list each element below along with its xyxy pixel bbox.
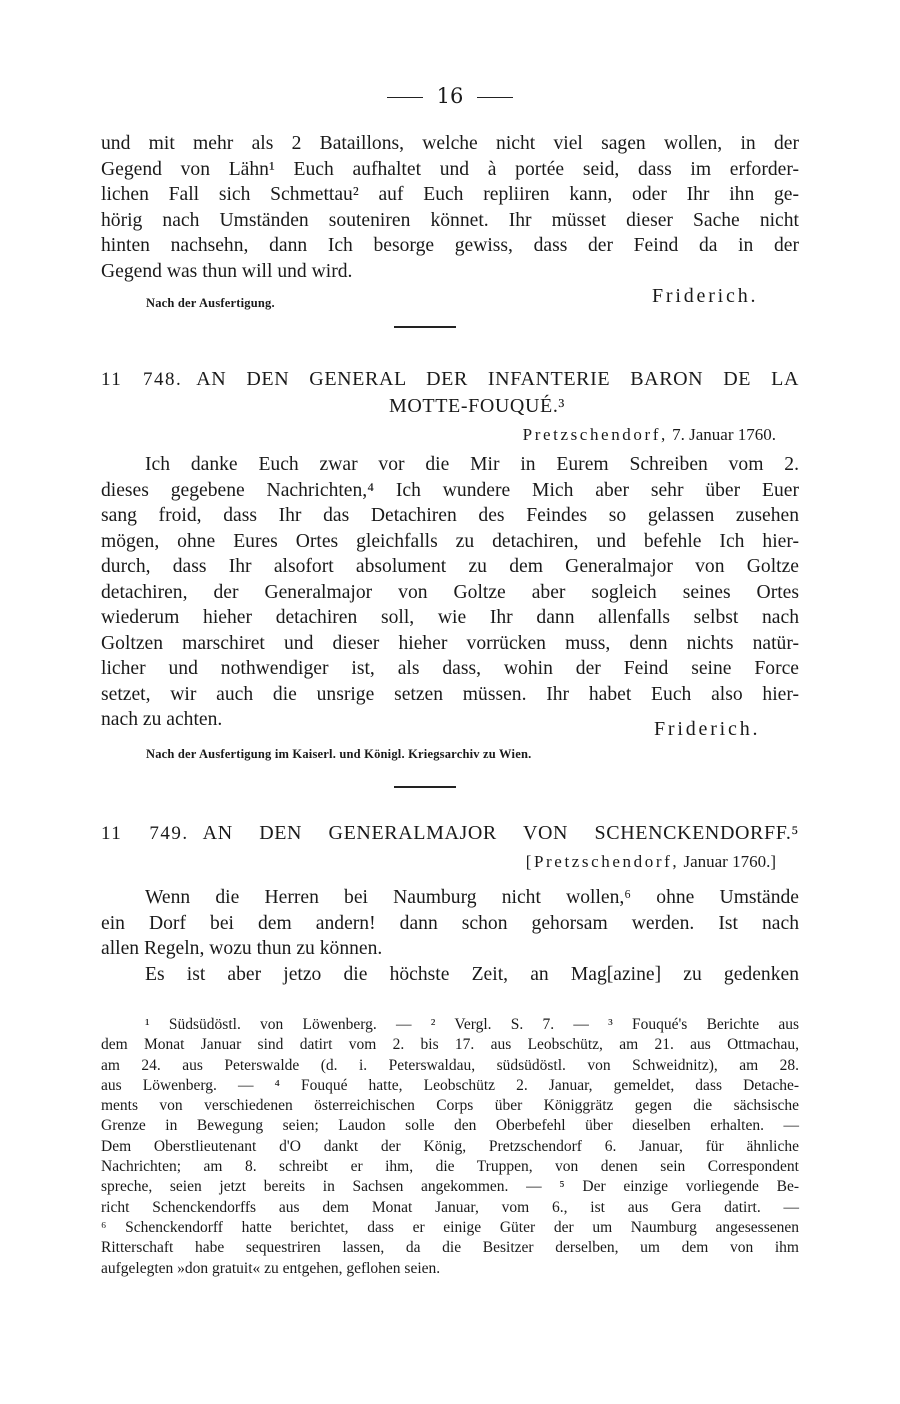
heading-line [101,366,799,393]
text-line: mögen, ohne Eures Ortes gleichfalls zu detachiren, und befehle Ich hier- [101,530,799,552]
dateline-date: 7. Januar 1760. [672,425,776,444]
letter-title: AN DEN GENERALMAJOR VON SCHENCKENDORFF.⁵ [202,822,799,844]
footnote-line: Grenze in Bewegung seien; Laudon solle den Oberbefehl über dieselben erhalten. — [101,1117,799,1135]
dateline-place: [Pretzschendorf, [525,852,680,871]
text-line: durch, dass Ihr alsofort absolument zu dem Generalmajor von Goltze [101,556,799,577]
letter-heading [101,366,799,419]
footnote-line: richt Schenckendorffs aus dem Monat Januar, vom 6., ist aus Gera datirt. — [101,1198,799,1216]
signature: Friderich. [652,285,759,307]
text-line: dieses gegebene Nachrichten,⁴ Ich wundere Mich aber sehr über Euer [101,479,799,501]
footnote-line: dem Monat Januar sind datirt vom 2. bis 17. aus Leobschütz, am 21. aus Ottmachau, [101,1036,799,1054]
footnote-line: aus Löwenberg. — ⁴ Fouqué hatte, Leobschütz 2. Januar, gemeldet, dass Detache- [101,1076,799,1094]
page-number-dash-right [477,97,513,98]
text-line: Gegend was thun will und wird. [101,260,353,282]
footnote-line: ments von verschiedenen österreichischen Corps über Königgrätz gegen die sächsische [101,1097,799,1115]
letter-body [101,452,799,733]
text-line: ein Dorf bei dem andern! dann schon gehorsam werden. Ist nach [101,912,799,934]
page-number-text: 16 [436,84,464,108]
footnotes [101,1015,799,1279]
text-line: Gegend von Lähn¹ Euch aufhaltet und à portée seid, dass im erforder- [101,158,799,180]
letter-title: AN DEN GENERAL DER INFANTERIE BARON DE LA [196,368,800,390]
dateline-place: Pretzschendorf, [522,425,668,444]
text-line: lichen Fall sich Schmettau² auf Euch repliiren kann, oder Ihr ihn ge- [101,184,799,205]
dateline [523,425,776,445]
letter-heading [101,820,799,847]
text-line: sang froid, dass Ihr das Detachiren des Feindes so gelassen zusehen [101,505,799,526]
text-line: und mit mehr als 2 Bataillons, welche nicht viel sagen wollen, in der [101,133,799,154]
section-divider [394,786,456,788]
page-number-dash-left [387,97,423,98]
text-line: wiederum hieher detachiren soll, wie Ihr dann allenfalls selbst nach [101,607,799,628]
footnote-line: aufgelegten »don gratuit« zu entgehen, geflohen seien. [101,1259,441,1277]
continued-letter-body [101,131,799,284]
footnote-line: Nachrichten; am 8. schreibt er ihm, die Truppen, von denen sein Correspondent [101,1158,799,1176]
heading-line [101,820,799,847]
text-line: nach zu achten. [101,709,223,730]
page-number [0,84,900,108]
text-line: Wenn die Herren bei Naumburg nicht wollen,⁶ ohne Umstände [145,887,799,908]
footnote-line: am 24. aus Peterswalde (d. i. Peterswaldau, südsüdöstl. von Schweidnitz), am 28. [101,1056,799,1074]
signature: Friderich. [654,718,761,740]
letter-number: 11 748. [101,369,183,390]
footnote-line: spreche, seien jetzt bereits in Sachsen angekommen. — ⁵ Der einzige vorliegende Be- [101,1178,799,1196]
text-line: detachiren, der Generalmajor von Goltze aber sogleich seines Ortes [101,581,799,603]
dateline-date: Januar 1760.] [683,852,776,871]
text-line: Es ist aber jetzo die höchste Zeit, an Mag[azine] zu gedenken [145,963,799,985]
letter-number: 11 749. [101,823,189,844]
heading-line [101,393,799,419]
letter-title-continued: MOTTE-FOUQUÉ.³ [388,395,566,417]
text-line: hörig nach Umständen souteniren könnet. Ihr müsset dieser Sache nicht [101,209,799,231]
source-note: Nach der Ausfertigung im Kaiserl. und Königl. Kriegsarchiv zu Wien. [146,747,532,761]
letter-body [101,885,799,987]
text-line: licher und nothwendiger ist, als dass, wohin der Feind seine Force [101,658,799,679]
footnote-line: ¹ Südsüdöstl. von Löwenberg. — ² Vergl. S. 7. — ³ Fouqué's Berichte aus [145,1016,799,1033]
section-divider [394,326,456,328]
dateline [526,852,776,872]
text-line: setzet, wir auch die unsrige setzen müssen. Ihr habet Euch also hier- [101,683,799,705]
text-line: Ich danke Euch zwar vor die Mir in Eurem Schreiben vom 2. [145,454,799,475]
text-line: Goltzen marschiret und dieser hieher vorrücken muss, denn nichts natür- [101,632,799,654]
text-line: hinten nachsehn, dann Ich besorge gewiss, dass der Feind da in der [101,235,799,256]
footnote-line: Ritterschaft habe sequestriren lassen, da die Besitzer derselben, um dem von ihm [101,1239,799,1257]
source-note: Nach der Ausfertigung. [146,296,275,310]
text-line: allen Regeln, wozu thun zu können. [101,938,383,959]
footnote-line: Dem Oberstlieutenant d'O dankt der König, Pretzschendorf 6. Januar, für ähnliche [101,1137,799,1155]
footnote-line: ⁶ Schenckendorff hatte berichtet, dass er einige Güter der um Naumburg angesessenen [101,1218,799,1236]
